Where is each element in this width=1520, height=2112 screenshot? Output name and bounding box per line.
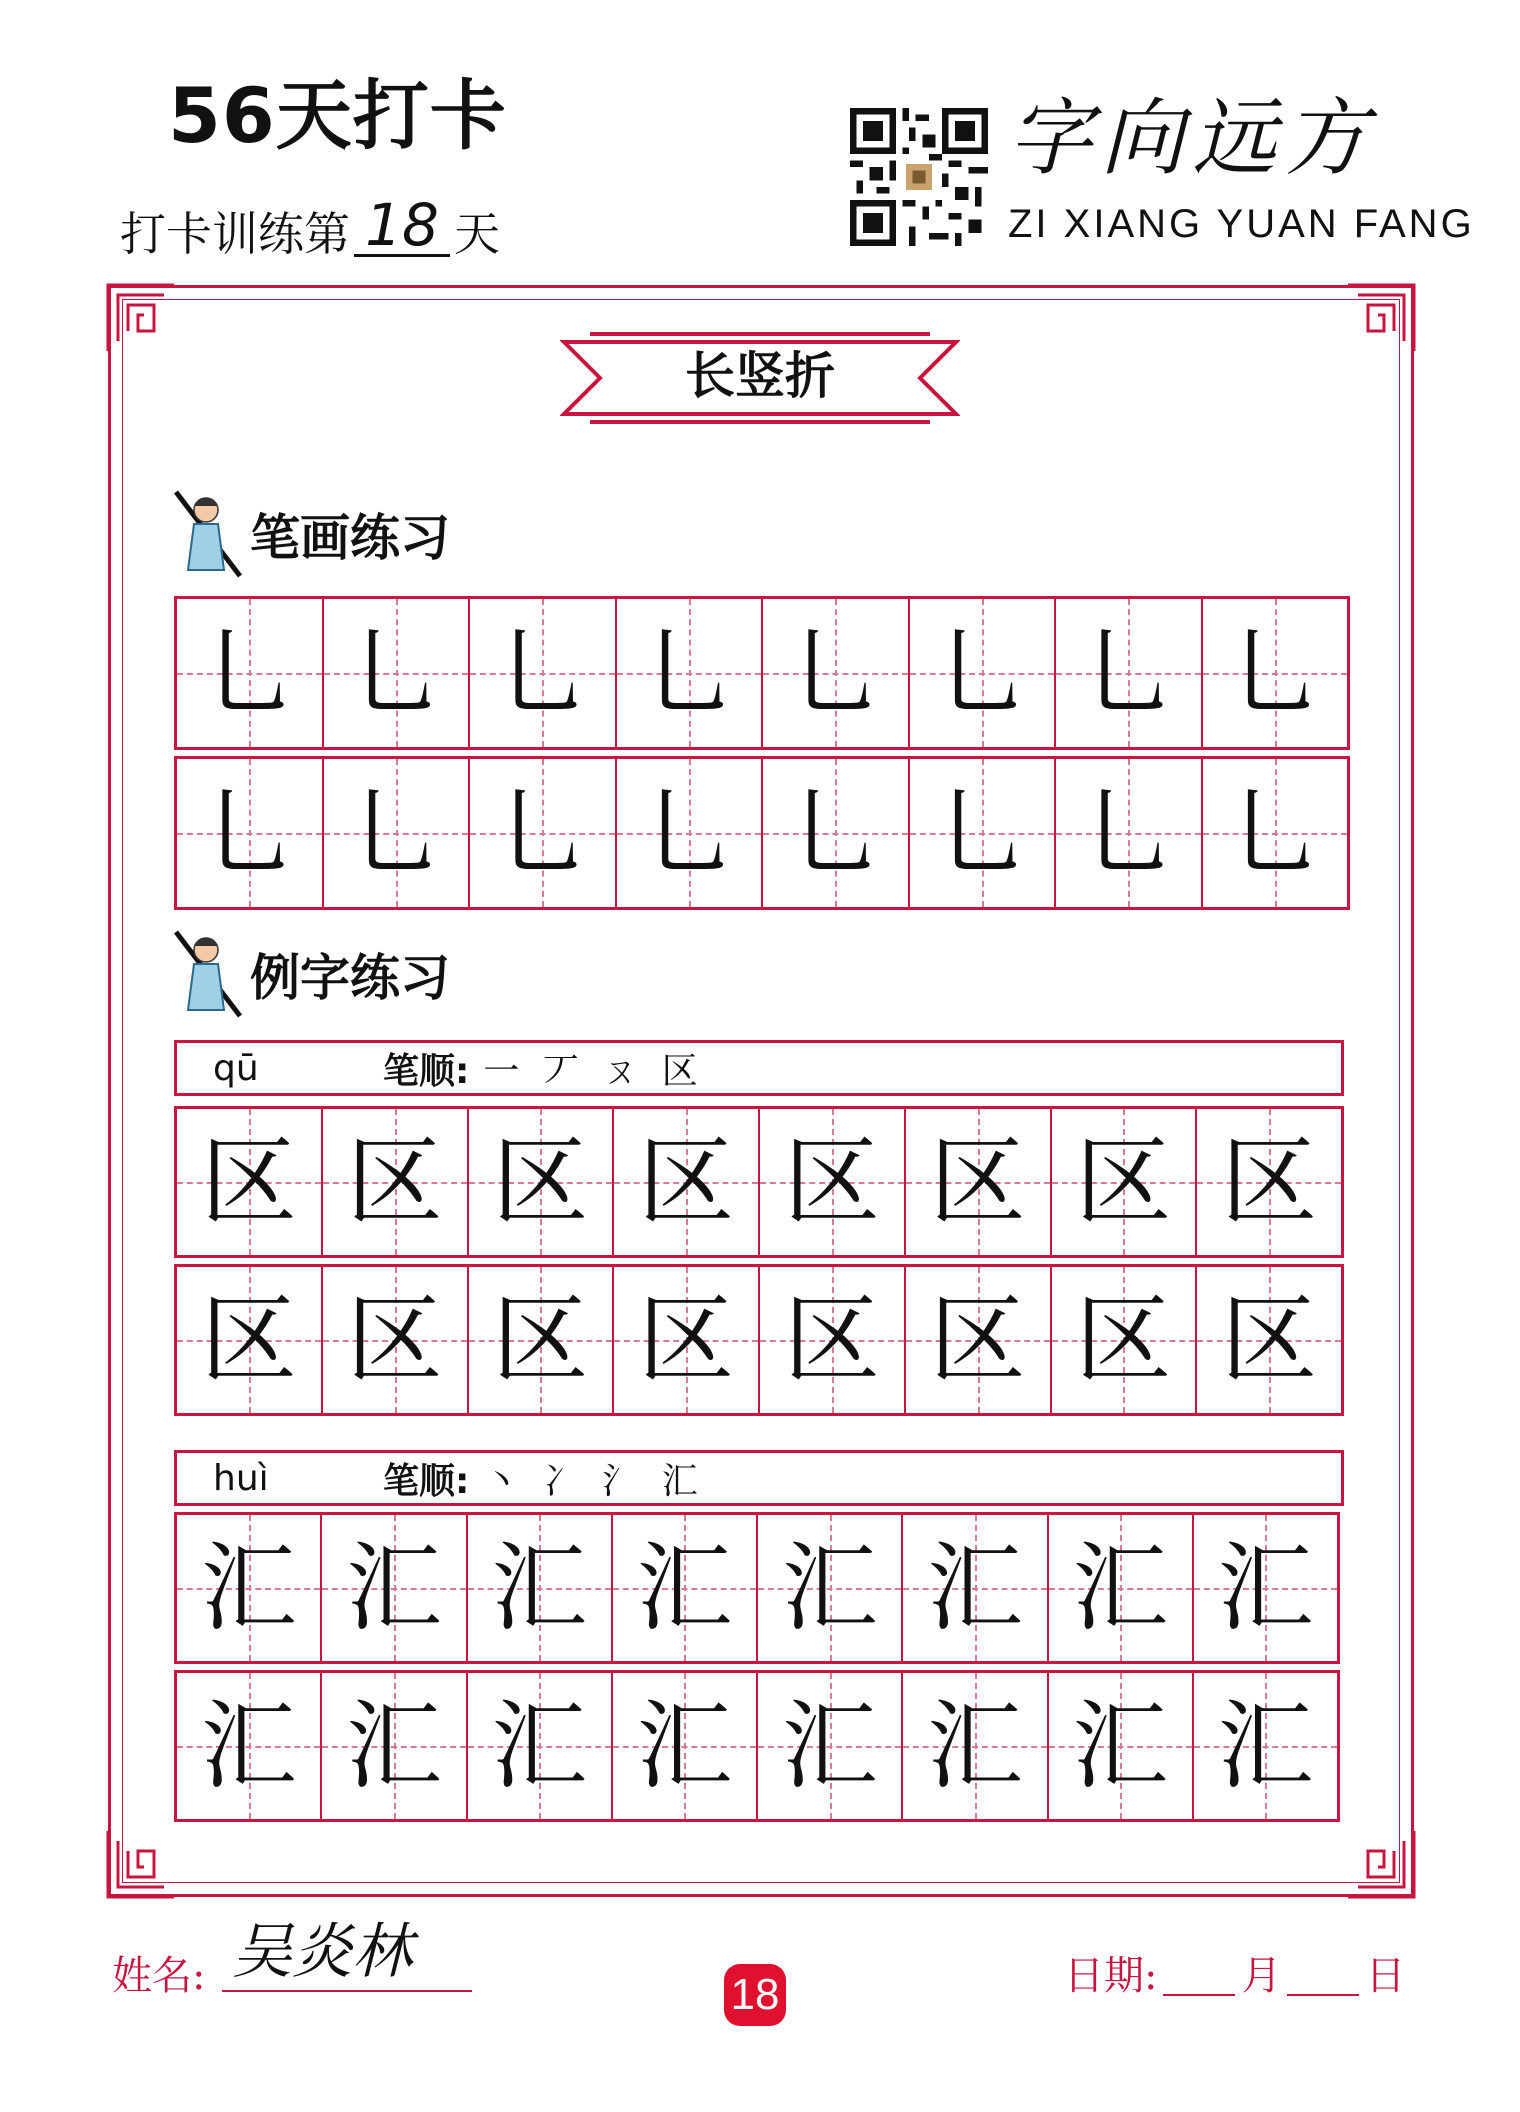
practice-cell[interactable] bbox=[177, 599, 324, 747]
practice-cell[interactable] bbox=[323, 1109, 469, 1255]
stroke-glyph: 乚 bbox=[1080, 777, 1177, 889]
stroke-glyph: 乚 bbox=[933, 617, 1030, 729]
stroke-glyph: 乚 bbox=[347, 777, 444, 889]
day-blank[interactable] bbox=[1287, 1994, 1359, 1996]
char-glyph: 区 bbox=[200, 1126, 297, 1238]
day-number: 18 bbox=[354, 196, 450, 257]
practice-cell[interactable] bbox=[1056, 759, 1203, 907]
practice-cell[interactable] bbox=[470, 599, 617, 747]
practice-cell[interactable] bbox=[763, 599, 910, 747]
stroke-glyph: 乚 bbox=[640, 777, 737, 889]
stroke-order-label: 笔顺: bbox=[383, 1050, 470, 1092]
handwritten-name: 吴炎林 bbox=[232, 1917, 412, 1987]
practice-cell[interactable] bbox=[910, 599, 1057, 747]
practice-cell[interactable] bbox=[1049, 1673, 1194, 1819]
practice-cell[interactable] bbox=[617, 599, 764, 747]
practice-row bbox=[174, 596, 1350, 750]
practice-cell[interactable] bbox=[470, 759, 617, 907]
char-glyph: 汇 bbox=[491, 1690, 588, 1802]
stroke-glyph: 乚 bbox=[1226, 617, 1323, 729]
practice-cell[interactable] bbox=[1052, 1267, 1198, 1413]
char-glyph: 汇 bbox=[345, 1532, 442, 1644]
checkin-subtitle bbox=[120, 191, 500, 261]
char-practice-grid bbox=[174, 1106, 1344, 1416]
practice-cell[interactable] bbox=[468, 1673, 613, 1819]
subtitle-prefix: 打卡训练第 bbox=[120, 207, 350, 261]
date-field[interactable] bbox=[1064, 1953, 1406, 1999]
page-number-badge: 18 bbox=[724, 1964, 786, 2026]
char-glyph: 汇 bbox=[491, 1532, 588, 1644]
practice-cell[interactable] bbox=[322, 1515, 467, 1661]
stroke-glyph: 乚 bbox=[787, 617, 884, 729]
char-glyph: 区 bbox=[638, 1126, 735, 1238]
char-glyph: 区 bbox=[1221, 1284, 1318, 1396]
month-blank[interactable] bbox=[1163, 1994, 1235, 1996]
practice-cell[interactable] bbox=[177, 1109, 323, 1255]
practice-cell[interactable] bbox=[614, 1109, 760, 1255]
char-practice-heading bbox=[172, 928, 450, 1020]
char-glyph: 区 bbox=[346, 1126, 443, 1238]
month-label: 月 bbox=[1241, 1953, 1282, 1999]
stroke-practice-heading bbox=[172, 488, 450, 580]
char-glyph: 区 bbox=[783, 1284, 880, 1396]
stroke-glyph: 乚 bbox=[1080, 617, 1177, 729]
stroke-glyph: 乚 bbox=[933, 777, 1030, 889]
char-glyph: 区 bbox=[929, 1126, 1026, 1238]
practice-cell[interactable] bbox=[1197, 1267, 1341, 1413]
practice-cell[interactable] bbox=[1203, 599, 1348, 747]
stroke-glyph: 乚 bbox=[494, 777, 591, 889]
practice-cell[interactable] bbox=[763, 759, 910, 907]
page-title: 56天打卡 bbox=[168, 71, 507, 160]
char-pinyin: huì bbox=[213, 1457, 269, 1499]
practice-cell[interactable] bbox=[1052, 1109, 1198, 1255]
brand-name-chinese: 字向远方 bbox=[1008, 89, 1377, 187]
char-glyph: 汇 bbox=[926, 1532, 1023, 1644]
stroke-glyph: 乚 bbox=[1226, 777, 1323, 889]
practice-cell[interactable] bbox=[1194, 1515, 1337, 1661]
stroke-glyph: 乚 bbox=[201, 777, 298, 889]
student-brush-icon bbox=[172, 488, 244, 580]
practice-cell[interactable] bbox=[910, 759, 1057, 907]
practice-cell[interactable] bbox=[614, 1267, 760, 1413]
practice-cell[interactable] bbox=[177, 1267, 323, 1413]
practice-cell[interactable] bbox=[903, 1673, 1048, 1819]
practice-cell[interactable] bbox=[1049, 1515, 1194, 1661]
practice-cell[interactable] bbox=[177, 1673, 322, 1819]
student-brush-icon bbox=[172, 928, 244, 1020]
stroke-practice-label: 笔画练习 bbox=[250, 509, 450, 567]
practice-cell[interactable] bbox=[1194, 1673, 1337, 1819]
practice-row bbox=[174, 1264, 1344, 1416]
stroke-order-steps: 丶 冫 氵 汇 bbox=[483, 1460, 704, 1502]
practice-cell[interactable] bbox=[324, 759, 471, 907]
char-glyph: 汇 bbox=[200, 1532, 297, 1644]
stroke-glyph: 乚 bbox=[787, 777, 884, 889]
practice-cell[interactable] bbox=[469, 1109, 615, 1255]
practice-cell[interactable] bbox=[758, 1673, 903, 1819]
char-glyph: 区 bbox=[1075, 1284, 1172, 1396]
char-glyph: 区 bbox=[1075, 1126, 1172, 1238]
practice-row bbox=[174, 1512, 1340, 1664]
char-glyph: 区 bbox=[346, 1284, 443, 1396]
char-glyph: 区 bbox=[492, 1284, 589, 1396]
practice-cell[interactable] bbox=[613, 1673, 758, 1819]
char-glyph: 汇 bbox=[200, 1690, 297, 1802]
stroke-glyph: 乚 bbox=[201, 617, 298, 729]
char-glyph: 汇 bbox=[1217, 1532, 1314, 1644]
brand-name-pinyin: ZI XIANG YUAN FANG bbox=[1008, 202, 1475, 246]
stroke-glyph: 乚 bbox=[640, 617, 737, 729]
name-label: 姓名: bbox=[112, 1953, 206, 1999]
practice-cell[interactable] bbox=[760, 1109, 906, 1255]
practice-cell[interactable] bbox=[468, 1515, 613, 1661]
practice-cell[interactable] bbox=[177, 759, 324, 907]
stroke-practice-grid bbox=[174, 596, 1350, 910]
practice-cell[interactable] bbox=[177, 1515, 322, 1661]
stroke-glyph: 乚 bbox=[347, 617, 444, 729]
practice-row bbox=[174, 1670, 1340, 1822]
stroke-order-steps: 一 丆 ㄡ 区 bbox=[483, 1050, 704, 1092]
practice-cell[interactable] bbox=[760, 1267, 906, 1413]
day-label: 日 bbox=[1365, 1953, 1406, 1999]
char-glyph: 汇 bbox=[781, 1690, 878, 1802]
char-glyph: 区 bbox=[783, 1126, 880, 1238]
qr-code-icon bbox=[850, 108, 988, 246]
char-info-bar bbox=[174, 1450, 1344, 1506]
practice-cell[interactable] bbox=[906, 1267, 1052, 1413]
char-glyph: 汇 bbox=[1072, 1690, 1169, 1802]
char-glyph: 汇 bbox=[1217, 1690, 1314, 1802]
practice-cell[interactable] bbox=[469, 1267, 615, 1413]
char-glyph: 区 bbox=[929, 1284, 1026, 1396]
char-glyph: 区 bbox=[492, 1126, 589, 1238]
char-practice-label: 例字练习 bbox=[250, 949, 450, 1007]
char-practice-grid bbox=[174, 1512, 1340, 1822]
practice-cell[interactable] bbox=[617, 759, 764, 907]
practice-row bbox=[174, 1106, 1344, 1258]
char-info-bar bbox=[174, 1040, 1344, 1096]
char-glyph: 区 bbox=[638, 1284, 735, 1396]
subtitle-suffix: 天 bbox=[454, 207, 500, 261]
char-glyph: 汇 bbox=[926, 1690, 1023, 1802]
char-glyph: 汇 bbox=[636, 1690, 733, 1802]
practice-cell[interactable] bbox=[903, 1515, 1048, 1661]
char-glyph: 区 bbox=[1221, 1126, 1318, 1238]
practice-cell[interactable] bbox=[1056, 599, 1203, 747]
practice-cell[interactable] bbox=[613, 1515, 758, 1661]
practice-cell[interactable] bbox=[324, 599, 471, 747]
section-title: 长竖折 bbox=[685, 347, 835, 405]
char-glyph: 汇 bbox=[781, 1532, 878, 1644]
char-glyph: 区 bbox=[200, 1284, 297, 1396]
date-label: 日期: bbox=[1064, 1953, 1158, 1999]
practice-cell[interactable] bbox=[322, 1673, 467, 1819]
practice-cell[interactable] bbox=[323, 1267, 469, 1413]
stroke-order-label: 笔顺: bbox=[383, 1460, 470, 1502]
stroke-glyph: 乚 bbox=[494, 617, 591, 729]
char-pinyin: qū bbox=[213, 1047, 259, 1089]
char-glyph: 汇 bbox=[1072, 1532, 1169, 1644]
practice-cell[interactable] bbox=[906, 1109, 1052, 1255]
practice-cell[interactable] bbox=[1197, 1109, 1341, 1255]
practice-row bbox=[174, 756, 1350, 910]
practice-cell[interactable] bbox=[1203, 759, 1348, 907]
practice-cell[interactable] bbox=[758, 1515, 903, 1661]
char-glyph: 汇 bbox=[345, 1690, 442, 1802]
name-field-line[interactable] bbox=[222, 1990, 472, 1992]
char-glyph: 汇 bbox=[636, 1532, 733, 1644]
